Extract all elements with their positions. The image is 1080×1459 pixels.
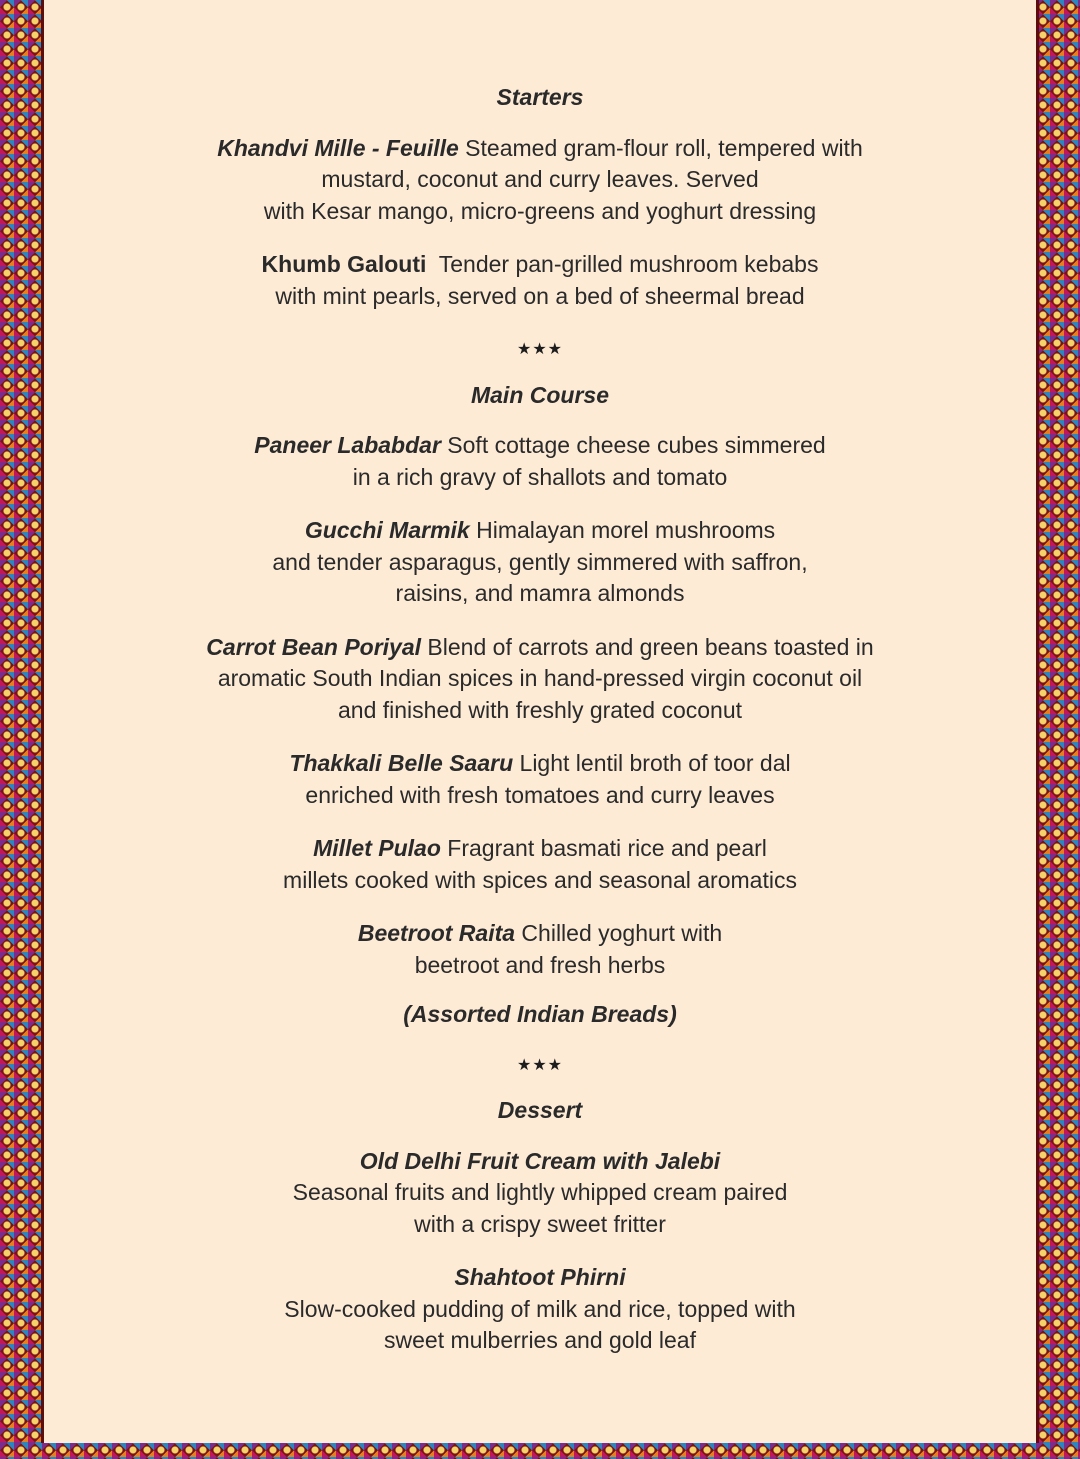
dish-desc: Steamed gram-flour roll, tempered with: [458, 134, 863, 161]
assorted-breads-note: (Assorted Indian Breads): [403, 1001, 677, 1027]
dish-desc: aromatic South Indian spices in hand-pressed virgin coconut oil: [217, 665, 863, 691]
dish-beetroot-raita: [44, 918, 1036, 981]
bottom-decorative-border: [0, 1443, 1080, 1459]
dish-name: Shahtoot Phirni: [454, 1264, 626, 1290]
dish-carrot-bean-poriyal: [44, 632, 1036, 727]
dish-name: Paneer Lababdar: [254, 432, 441, 458]
dish-khumb-galouti: [44, 249, 1036, 312]
menu-content: [44, 82, 1036, 1357]
dish-old-delhi-fruit-cream: [44, 1146, 1036, 1241]
separator-stars: ★★★: [516, 1056, 564, 1074]
dish-desc: Fragrant basmati rice and pearl: [440, 835, 767, 861]
dish-gucchi-marmik: [44, 515, 1036, 610]
dish-desc: sweet mulberries and gold leaf: [384, 1327, 696, 1353]
dish-desc: with a crispy sweet fritter: [414, 1210, 666, 1237]
dish-desc: in a rich gravy of shallots and tomato: [352, 463, 728, 490]
dish-desc: Slow-cooked pudding of milk and rice, topped with: [284, 1295, 796, 1322]
dish-millet-pulao: [44, 833, 1036, 896]
separator-stars: ★★★: [516, 341, 564, 358]
dish-name: Gucchi Marmik: [304, 517, 470, 543]
starters-heading: Starters: [496, 84, 584, 110]
dish-name: Millet Pulao: [313, 835, 441, 861]
dish-desc: raisins, and mamra almonds: [395, 580, 685, 606]
dish-desc: millets cooked with spices and seasonal aromatics: [283, 866, 797, 893]
dish-desc: and finished with freshly grated coconut: [337, 696, 743, 723]
dish-name: Thakkali Belle Saaru: [289, 750, 514, 776]
dessert-heading: Dessert: [497, 1097, 583, 1123]
dish-desc: and tender asparagus, gently simmered with saffron,: [272, 548, 808, 575]
left-decorative-border: [0, 0, 44, 1459]
dish-desc: Chilled yoghurt with: [515, 920, 723, 946]
dish-khandvi: [44, 133, 1036, 228]
dish-desc: Seasonal fruits and lightly whipped cream paired: [292, 1179, 788, 1205]
dish-name: Beetroot Raita: [357, 920, 516, 946]
dish-desc: Light lentil broth of toor dal: [513, 750, 791, 776]
dish-desc: Soft cottage cheese cubes simmered: [440, 432, 826, 458]
dish-shahtoot-phirni: [44, 1262, 1036, 1357]
dish-name: Old Delhi Fruit Cream with Jalebi: [359, 1147, 721, 1174]
dish-desc: Blend of carrots and green beans toasted in: [421, 633, 874, 660]
dish-paneer-lababdar: [44, 430, 1036, 493]
dish-desc: with Kesar mango, micro-greens and yoghurt dressing: [263, 197, 817, 224]
dish-desc: Himalayan morel mushrooms: [469, 517, 776, 543]
dish-name: Carrot Bean Poriyal: [206, 633, 422, 660]
main-course-heading: Main Course: [470, 381, 610, 408]
dish-desc: with mint pearls, served on a bed of sheermal bread: [275, 282, 805, 309]
dish-desc: Tender pan-grilled mushroom kebabs: [426, 251, 819, 277]
dish-name: Khandvi Mille - Feuille: [217, 134, 459, 161]
dish-thakkali-belle-saaru: [44, 748, 1036, 811]
dish-desc: beetroot and fresh herbs: [414, 951, 666, 978]
menu-panel: [44, 0, 1036, 1443]
right-decorative-border: [1036, 0, 1080, 1459]
dish-desc: enriched with fresh tomatoes and curry leaves: [305, 781, 775, 808]
dish-desc: mustard, coconut and curry leaves. Served: [321, 166, 759, 192]
dish-name: Khumb Galouti: [261, 251, 427, 277]
